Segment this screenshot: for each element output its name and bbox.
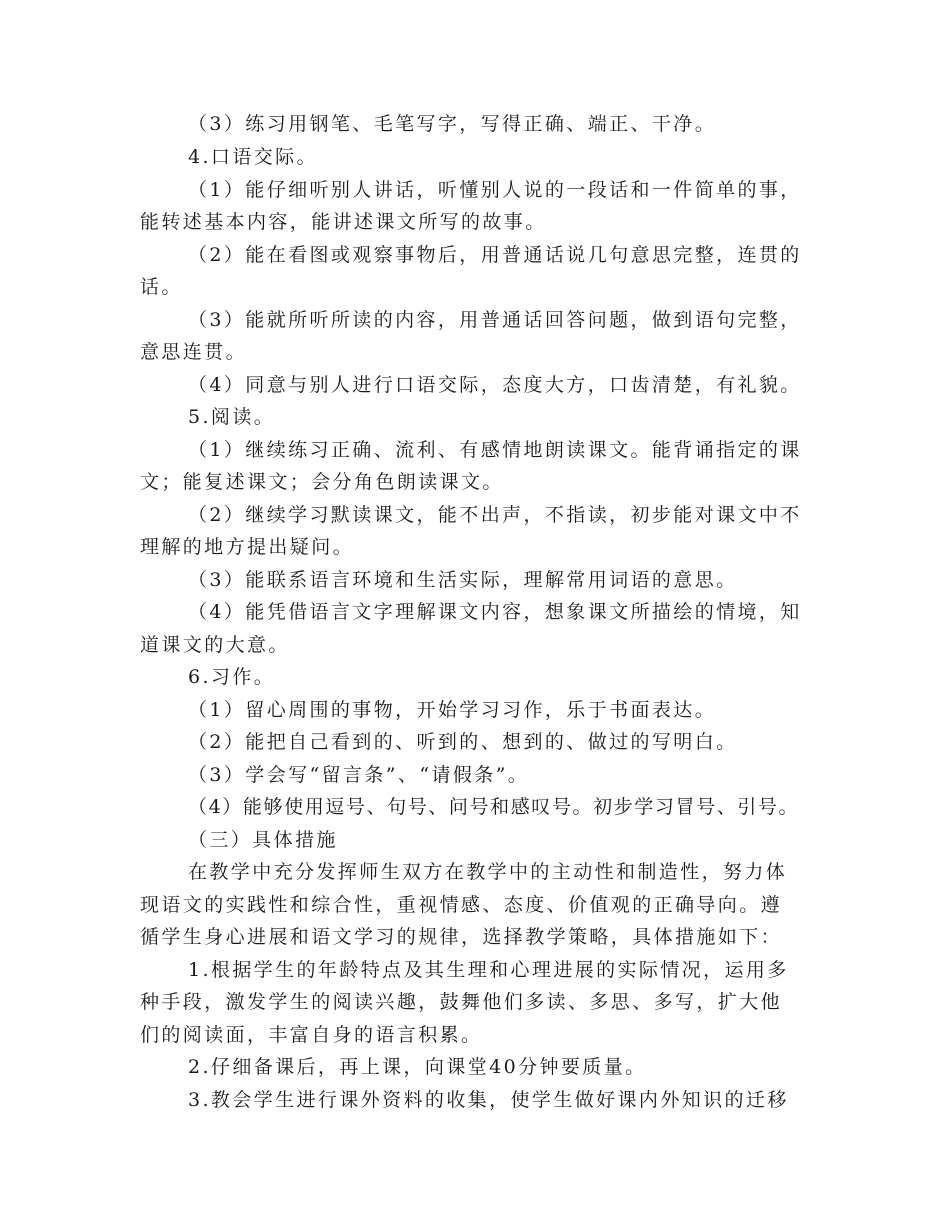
text-line: 2.仔细备课后，再上课，向课堂40分钟要质量。 — [188, 1056, 647, 1078]
text-line: （3）能就所听所读的内容，用普通话回答问题，做到语句完整， — [188, 309, 802, 331]
section-heading: 5.阅读。 — [188, 406, 276, 428]
text-line: （4）同意与别人进行口语交际，态度大方，口齿清楚，有礼貌。 — [188, 374, 802, 396]
section-heading: 6.习作。 — [188, 666, 276, 688]
text-line: （3）学会写“留言条”、“请假条”。 — [188, 764, 530, 786]
text-line: 道课文的大意。 — [140, 634, 290, 656]
text-line: （2）继续学习默读课文，能不出声，不指读，初步能对课文中不 — [188, 504, 802, 526]
text-line: 话。 — [140, 276, 183, 298]
text-line: （4）能够使用逗号、句号、问号和感叹号。初步学习冒号、引号。 — [188, 796, 800, 818]
text-line: 现语文的实践性和综合性，重视情感、态度、价值观的正确导向。遵 — [140, 894, 783, 916]
text-line: 文；能复述课文；会分角色朗读课文。 — [140, 471, 504, 493]
text-line: （3）能联系语言环境和生活实际，理解常用词语的意思。 — [188, 569, 738, 591]
text-line: 意思连贯。 — [140, 341, 248, 363]
text-line: （1）继续练习正确、流利、有感情地朗读课文。能背诵指定的课 — [188, 439, 802, 461]
text-line: 理解的地方提出疑问。 — [140, 536, 355, 558]
text-line: 1.根据学生的年龄特点及其生理和心理进展的实际情况，运用多 — [188, 959, 789, 981]
text-line: 种手段，激发学生的阅读兴趣，鼓舞他们多读、多思、多写，扩大他 — [140, 991, 783, 1013]
section-heading: （三）具体措施 — [188, 829, 338, 851]
text-line: 能转述基本内容，能讲述课文所写的故事。 — [140, 211, 547, 233]
section-heading: 4.口语交际。 — [188, 146, 318, 168]
text-line: （2）能把自己看到的、听到的、想到的、做过的写明白。 — [188, 731, 738, 753]
text-line: （1）能仔细听别人讲话，听懂别人说的一段话和一件简单的事， — [188, 179, 802, 201]
text-line: 循学生身心进展和语文学习的规律，选择教学策略，具体措施如下： — [140, 926, 783, 948]
text-line: （4）能凭借语言文字理解课文内容，想象课文所描绘的情境，知 — [188, 601, 802, 623]
text-line: 们的阅读面，丰富自身的语言积累。 — [140, 1024, 483, 1046]
text-line: 3.教会学生进行课外资料的收集，使学生做好课内外知识的迁移 — [188, 1089, 789, 1111]
text-line: 在教学中充分发挥师生双方在教学中的主动性和制造性，努力体 — [188, 861, 788, 883]
text-line: （3）练习用钢笔、毛笔写字，写得正确、端正、干净。 — [188, 113, 717, 135]
text-line: （2）能在看图或观察事物后，用普通话说几句意思完整，连贯的 — [188, 244, 802, 266]
text-line: （1）留心周围的事物，开始学习习作，乐于书面表达。 — [188, 699, 717, 721]
